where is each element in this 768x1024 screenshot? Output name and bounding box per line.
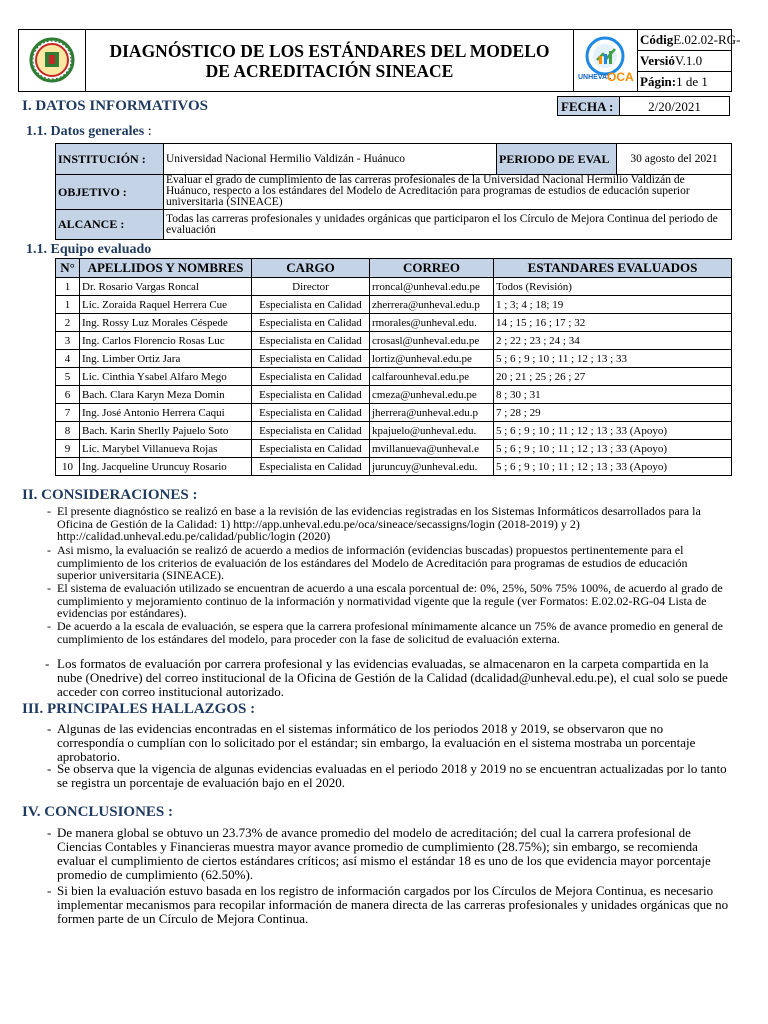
col-n: N° — [56, 259, 80, 278]
periodo-value: 30 agosto del 2021 — [617, 144, 732, 175]
section-2-title: II. CONSIDERACIONES : — [22, 487, 198, 503]
consideracion-3: - El sistema de evaluación utilizado se encuentran de acuerdo a una escala porcentual de: 0%, 25%, 50% 75% 100%, de acuerdo al grado de cumplimiento y mejoramiento continuo de la información y normatividad vigente que la regule (ver Formatos: E.02.02-RG-04 Lista de evidencias por estándares). — [47, 581, 723, 620]
team-cell-nombre: Ing. Carlos Florencio Rosas Luc — [80, 332, 252, 350]
team-cell-correo: zherrera@unheval.edu.p — [370, 296, 494, 314]
team-cell-correo: juruncuy@unheval.edu. — [370, 458, 494, 476]
objetivo-label: OBJETIVO : — [56, 175, 164, 210]
team-cell-nombre: Ing. José Antonio Herrera Caqui — [80, 404, 252, 422]
consideracion-5: - Los formatos de evaluación por carrera profesional y las evidencias evaluadas, se almacenaron en la carpeta compartida en la nube (Onedrive) del correo institucional de la Oficina de Gestión de la Calidad (dcalidad@unheval.edu.pe), el cual solo se puede acceder con correo institucional autorizado. — [45, 656, 728, 699]
fecha-value: 2/20/2021 — [620, 96, 730, 116]
team-cell-cargo: Especialista en Calidad — [252, 296, 370, 314]
team-cell-cargo: Especialista en Calidad — [252, 386, 370, 404]
team-cell-n: 3 — [56, 332, 80, 350]
consideracion-2: - Asi mismo, la evaluación se realizó de acuerdo a medios de información (evidencias buscadas) propuestos pertinentemente para el cumplimiento de los criterios de evaluación de los estándares del Modelo de Acreditación para programas de estudios de educación superior universitaria (SINEACE). — [47, 543, 688, 582]
team-cell-estandares: 7 ; 28 ; 29 — [494, 404, 732, 422]
col-nombre: APELLIDOS Y NOMBRES — [80, 259, 252, 278]
alcance-value — [164, 210, 732, 240]
conclusion-1: - De manera global se obtuvo un 23.73% de avance promedio del modelo de acreditación; del cual la carrera profesional de Ciencias Contables y Financieras muestra mayor avance promedio de cumplimiento (28.75%); sin embargo, se recomienda evaluar el cumplimiento de ciertos estándares críticos; así mismo el estándar 18 es uno de los que evidencia mayor porcentaje promedio de cumplimiento (62.50%). — [47, 825, 711, 882]
hallazgo-2-text: Se observa que la vigencia de algunas evidencias evaluadas en el periodo 2018 y 2019 no se encuentran actualizadas por lo tanto se registra un porcentaje de evaluación bajo en el 2020. — [57, 761, 727, 790]
meta-version — [638, 51, 731, 72]
institucion-label: INSTITUCIÓN : — [56, 144, 164, 175]
table-row — [56, 350, 732, 368]
document-meta — [638, 30, 741, 91]
alcance-label: ALCANCE : — [56, 210, 164, 240]
section-4-title: IV. CONCLUSIONES : — [22, 804, 174, 820]
consideracion-1: - El presente diagnóstico se realizó en base a la revisión de las evidencias registradas en los Sistemas Informáticos desarrollados para la Oficina de Gestión de la Calidad: 1) http://app.unheval.edu.pe/oca/sineace/secassigns/login (2018-2019) y 2) http://calidad.unheval.edu.pe/calidad/public/login (2020) — [47, 504, 701, 543]
team-cell-cargo: Especialista en Calidad — [252, 332, 370, 350]
datos-generales-heading — [26, 124, 152, 140]
team-cell-n: 8 — [56, 422, 80, 440]
team-cell-cargo: Especialista en Calidad — [252, 422, 370, 440]
team-cell-cargo: Especialista en Calidad — [252, 350, 370, 368]
col-cargo: CARGO — [252, 259, 370, 278]
objetivo-value — [164, 175, 732, 210]
team-cell-estandares: 5 ; 6 ; 9 ; 10 ; 11 ; 12 ; 13 ; 33 (Apoyo) — [494, 440, 732, 458]
team-cell-correo: lortiz@unheval.edu.pe — [370, 350, 494, 368]
version-label: Versió — [640, 53, 675, 68]
table-row — [56, 422, 732, 440]
col-correo: CORREO — [370, 259, 494, 278]
periodo-label: PERIODO DE EVAL — [497, 144, 617, 175]
table-row — [56, 386, 732, 404]
team-cell-correo: rmorales@unheval.edu. — [370, 314, 494, 332]
oca-logo-oca: OCA — [607, 70, 634, 84]
team-cell-nombre: Bach. Clara Karyn Meza Domin — [80, 386, 252, 404]
team-body — [56, 278, 732, 476]
institucion-value: Universidad Nacional Hermilio Valdizán - Huánuco — [164, 144, 497, 175]
team-cell-n: 1 — [56, 278, 80, 296]
team-header-row — [56, 259, 732, 278]
team-cell-nombre: Bach. Karin Sherlly Pajuelo Soto — [80, 422, 252, 440]
title-line-1: DIAGNÓSTICO DE LOS ESTÁNDARES DEL MODELO — [109, 41, 550, 61]
table-row — [56, 404, 732, 422]
team-cell-estandares: 8 ; 30 ; 31 — [494, 386, 732, 404]
team-cell-estandares: 5 ; 6 ; 9 ; 10 ; 11 ; 12 ; 13 ; 33 — [494, 350, 732, 368]
team-cell-n: 9 — [56, 440, 80, 458]
col-estandares: ESTANDARES EVALUADOS — [494, 259, 732, 278]
table-row — [56, 440, 732, 458]
table-row — [56, 458, 732, 476]
team-cell-cargo: Especialista en Calidad — [252, 404, 370, 422]
table-row — [56, 314, 732, 332]
meta-codigo — [638, 30, 741, 51]
team-cell-estandares: Todos (Revisión) — [494, 278, 732, 296]
table-row — [56, 296, 732, 314]
team-cell-cargo: Especialista en Calidad — [252, 458, 370, 476]
consideracion-3-text: El sistema de evaluación utilizado se encuentran de acuerdo a una escala porcentual de: 0%, 25%, 50% 75% 100%, de acuerdo al grado de cumplimiento y mejoramiento continuo de la información y normatividad vigente que la regule (ver Formatos: E.02.02-RG-04 Lista de evidencias por estándares). — [57, 581, 723, 620]
datos-generales-label: 1.1. Datos generales — [26, 124, 145, 139]
section-1-title: I. DATOS INFORMATIVOS — [22, 98, 208, 114]
version-value: V.1.0 — [674, 53, 703, 68]
datos-generales-colon: : — [144, 124, 152, 139]
team-cell-nombre: Ing. Jacqueline Uruncuy Rosario — [80, 458, 252, 476]
pagina-label: Págin: — [640, 74, 677, 89]
team-cell-n: 6 — [56, 386, 80, 404]
team-cell-n: 4 — [56, 350, 80, 368]
team-cell-correo: cmeza@unheval.edu.pe — [370, 386, 494, 404]
team-cell-nombre: Lic. Cinthia Ysabel Alfaro Mego — [80, 368, 252, 386]
title-line-2: DE ACREDITACIÓN SINEACE — [205, 61, 454, 81]
team-cell-correo: calfarounheval.edu.pe — [370, 368, 494, 386]
team-cell-n: 5 — [56, 368, 80, 386]
document-header — [18, 29, 741, 92]
fecha-label: FECHA : — [557, 96, 620, 116]
team-cell-nombre: Dr. Rosario Vargas Roncal — [80, 278, 252, 296]
team-cell-estandares: 14 ; 15 ; 16 ; 17 ; 32 — [494, 314, 732, 332]
team-cell-cargo: Director — [252, 278, 370, 296]
oca-logo — [575, 30, 638, 91]
team-cell-cargo: Especialista en Calidad — [252, 440, 370, 458]
team-cell-n: 10 — [56, 458, 80, 476]
team-cell-n: 1 — [56, 296, 80, 314]
datos-generales-table — [55, 143, 732, 240]
consideracion-2-text: Asi mismo, la evaluación se realizó de acuerdo a medios de información (evidencias buscadas) propuestos pertinentemente para el cumplimiento de los criterios de evaluación de los estándares del Modelo de Acreditación para programas de estudios de educación superior universitaria (SINEACE). — [57, 543, 688, 582]
pagina-value: 1 de 1 — [676, 74, 708, 89]
team-cell-n: 2 — [56, 314, 80, 332]
consideracion-1-text: El presente diagnóstico se realizó en base a la revisión de las evidencias registradas en los Sistemas Informáticos desarrollados para la Oficina de Gestión de la Calidad: 1) http://app.unheval.edu.pe/oca/sineace/secassigns/login (2018-2019) y 2) http://calidad.unheval.edu.pe/calidad/public/login (2020) — [57, 504, 701, 543]
team-cell-n: 7 — [56, 404, 80, 422]
team-cell-nombre: Ing. Limber Ortiz Jara — [80, 350, 252, 368]
document-title — [86, 30, 574, 91]
section-3-title: III. PRINCIPALES HALLAZGOS : — [22, 701, 256, 717]
university-logo — [19, 30, 86, 91]
team-cell-correo: kpajuelo@unheval.edu. — [370, 422, 494, 440]
consideracion-5-text: Los formatos de evaluación por carrera profesional y las evidencias evaluadas, se almacenaron en la carpeta compartida en la nube (Onedrive) del correo institucional de la Oficina de Gestión de la Calidad (dcalidad@unheval.edu.pe), el cual solo se puede acceder con correo institucional autorizado. — [57, 656, 728, 699]
consideracion-4-text: De acuerdo a la escala de evaluación, se espera que la carrera profesional mínimamente alcance un 75% de avance promedio en general de cumplimiento de los estándares del modelo, para proceder con la fase de solicitud de evaluación externa. — [57, 619, 723, 646]
team-cell-estandares: 1 ; 3; 4 ; 18; 19 — [494, 296, 732, 314]
team-cell-estandares: 20 ; 21 ; 25 ; 26 ; 27 — [494, 368, 732, 386]
conclusion-1-text: De manera global se obtuvo un 23.73% de avance promedio del modelo de acreditación; del cual la carrera profesional de Ciencias Contables y Financieras muestra mayor avance promedio de cumplimiento (28.75%); sin embargo, se recomienda evaluar el cumplimiento de ciertos estándares críticos; así mismo el estándar 18 es uno de los que evidencia mayor porcentaje promedio de cumplimiento (62.50%). — [57, 825, 711, 882]
team-cell-correo: crosasl@unheval.edu.pe — [370, 332, 494, 350]
codigo-label: Códig — [640, 32, 674, 47]
hallazgo-2: - Se observa que la vigencia de algunas evidencias evaluadas en el periodo 2018 y 2019 no se encuentran actualizadas por lo tanto se registra un porcentaje de evaluación bajo en el 2020. — [47, 761, 727, 790]
team-cell-correo: jherrera@unheval.edu.p — [370, 404, 494, 422]
team-cell-estandares: 5 ; 6 ; 9 ; 10 ; 11 ; 12 ; 13 ; 33 (Apoyo) — [494, 422, 732, 440]
team-cell-correo: mvillanueva@unheval.e — [370, 440, 494, 458]
table-row — [56, 332, 732, 350]
alcance-text: Todas las carreras profesionales y unidades orgánicas que participaron el los Círculo de Mejora Continua del periodo de evaluación — [166, 212, 718, 236]
table-row — [56, 278, 732, 296]
consideracion-4: - De acuerdo a la escala de evaluación, se espera que la carrera profesional mínimamente alcance un 75% de avance promedio en general de cumplimiento de los estándares del modelo, para proceder con la fase de solicitud de evaluación externa. — [47, 619, 723, 646]
team-cell-nombre: Ing. Rossy Luz Morales Céspede — [80, 314, 252, 332]
team-cell-nombre: Lic. Zoraida Raquel Herrera Cue — [80, 296, 252, 314]
team-cell-nombre: Lic. Marybel Villanueva Rojas — [80, 440, 252, 458]
meta-pagina — [638, 72, 731, 92]
codigo-value: E.02.02-RG- — [673, 32, 741, 47]
team-cell-estandares: 2 ; 22 ; 23 ; 24 ; 34 — [494, 332, 732, 350]
team-cell-correo: rroncal@unheval.edu.pe — [370, 278, 494, 296]
team-cell-estandares: 5 ; 6 ; 9 ; 10 ; 11 ; 12 ; 13 ; 33 (Apoyo) — [494, 458, 732, 476]
hallazgo-1-text: Algunas de las evidencias encontradas en el sistemas informático de los periodos 2018 y 2019, se observaron que no correspondía o cumplían con lo solicitado por el estándar; sin embargo, la evaluación en el sistema mostraba un porcentaje aprobatorio. — [57, 721, 696, 764]
equipo-heading: 1.1. Equipo evaluado — [26, 242, 152, 257]
team-table — [55, 258, 732, 476]
team-cell-cargo: Especialista en Calidad — [252, 314, 370, 332]
conclusion-2-text: Si bien la evaluación estuvo basada en los registro de información cargados por los Círculos de Mejora Continua, es necesario implementar mecanismos para recopilar información de manera directa de las carreras profesionales y unidades orgánicas que no formen parte de un Círculo de Mejora Continua. — [57, 883, 729, 926]
hallazgo-1: - Algunas de las evidencias encontradas en el sistemas informático de los periodos 2018 y 2019, se observaron que no correspondía o cumplían con lo solicitado por el estándar; sin embargo, la evaluación en el sistema mostraba un porcentaje aprobatorio. — [47, 721, 696, 764]
conclusion-2: - Si bien la evaluación estuvo basada en los registro de información cargados por los Círculos de Mejora Continua, es necesario implementar mecanismos para recopilar información de manera directa de las carreras profesionales y unidades orgánicas que no formen parte de un Círculo de Mejora Continua. — [47, 883, 729, 926]
team-cell-cargo: Especialista en Calidad — [252, 368, 370, 386]
table-row — [56, 368, 732, 386]
objetivo-text: Evaluar el grado de cumplimiento de las carreras profesionales de la Universidad Nacional Hermilio Valdizán de Huánuco, respecto a los estándares del Modelo de Acreditación para programas de estudios de educación superior universitaria (SINEACE) — [166, 174, 690, 208]
oca-logo-text: UNHEVAL — [578, 74, 612, 81]
